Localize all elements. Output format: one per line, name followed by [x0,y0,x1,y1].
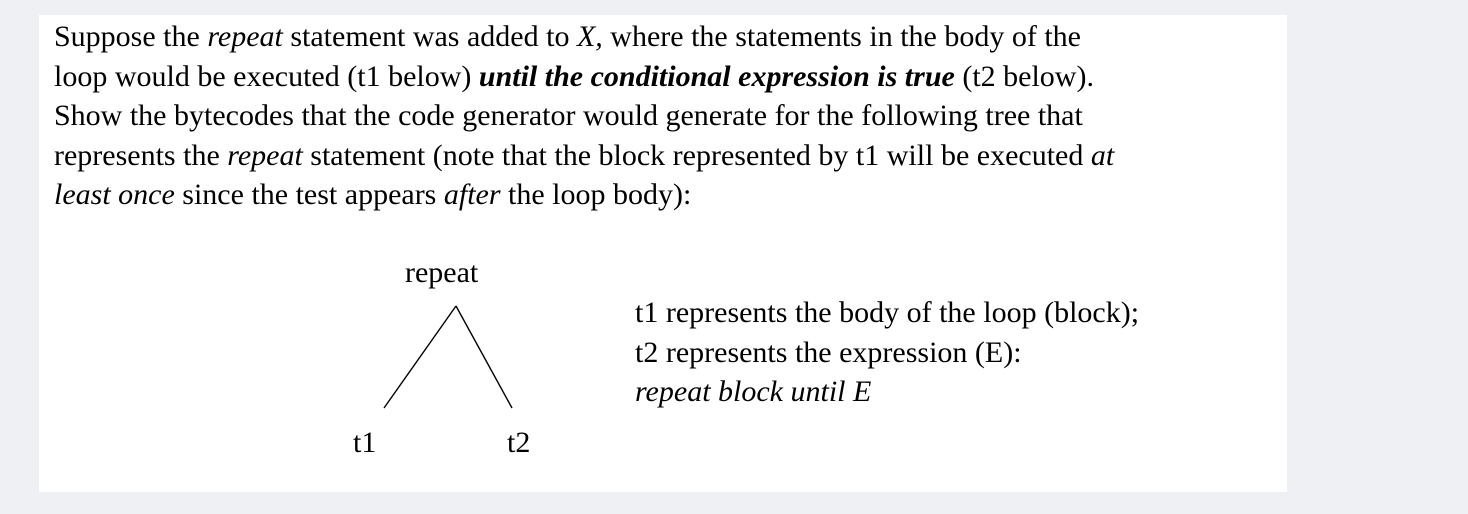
tree-edges [39,15,1287,492]
text-run: since the test appears [174,178,444,211]
question-line-3: Show the bytecodes that the code generator would generate for the following tree that [54,99,1083,132]
repeat-tree-diagram [39,15,1287,492]
text-run: represents the [54,138,228,172]
text-run: loop would be executed (t1 below) [54,59,479,93]
text-run-bold-italic: until the conditional expression is true [478,59,955,93]
text-run: where the statements in the body of the [602,20,1081,53]
text-run: statement was added to [282,20,577,53]
tree-edge-right [456,306,512,408]
text-run-italic: repeat [227,138,303,172]
text-run: (t2 below). [954,59,1094,93]
tree-right-child-label: t2 [507,426,531,459]
tree-left-child-label: t1 [353,426,377,459]
text-run-italic: least once [54,178,175,211]
explanation-line-2: t2 represents the expression (E): [635,335,1022,369]
text-run-italic: at [1090,138,1115,172]
text-run-italic: X, [576,20,603,53]
text-run-italic: after [443,178,501,211]
question-card [39,15,1287,492]
tree-explanation [635,293,1139,412]
explanation-line-3: repeat block until E [635,375,872,408]
text-run-italic: repeat [207,20,283,53]
tree-edge-left [384,306,456,408]
text-run: Suppose the [54,20,208,53]
tree-root-label: repeat [405,256,479,289]
explanation-line-1: t1 represents the body of the loop (block); [635,296,1140,329]
text-run: the loop body): [500,178,692,211]
text-run: statement (note that the block represented by t1 will be executed [302,138,1091,172]
